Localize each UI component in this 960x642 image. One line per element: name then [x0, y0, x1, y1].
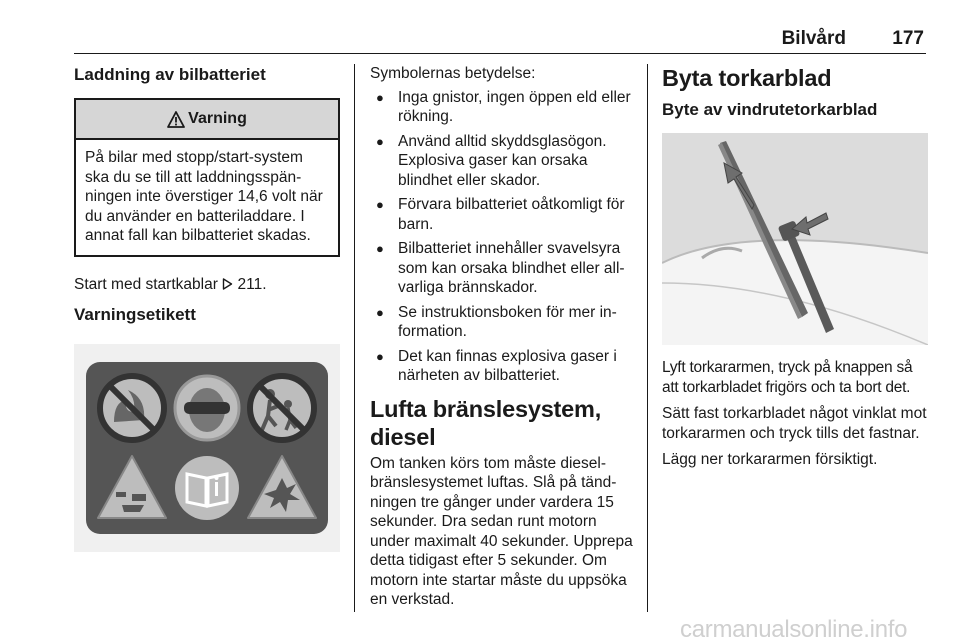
wiper-step-1: Lyft torkararmen, tryck på knappen så att torkarbladet frigörs och ta bort det.	[662, 359, 913, 396]
keep-children-away-icon	[250, 376, 314, 440]
list-item: ● Inga gnistor, ingen öppen eld eller rökning.	[370, 88, 636, 127]
symbols-intro: Symbolernas betydelse:	[370, 65, 536, 82]
warning-body: På bilar med stopp/start-system ska du se till att laddningsspänningen inte överstiger 14,6 volt när du använder en batteriladdare. I annat fall kan bilbatteriet skadas.	[85, 149, 323, 244]
eye-protection-icon	[175, 376, 239, 440]
warning-triangle-icon	[167, 111, 185, 128]
wiper-step-3: Lägg ner torkararmen försiktigt.	[662, 451, 878, 468]
warning-box	[74, 98, 340, 257]
column-middle	[370, 64, 636, 610]
wiper-blade-heading: Byta torkarblad	[662, 65, 832, 91]
jump-start-page: 211.	[237, 275, 267, 293]
warning-title	[76, 100, 338, 140]
list-item: ● Förvara bilbatteriet oåtkomligt för barn.	[370, 195, 636, 234]
list-item: ● Använd alltid skyddsglasögon. Explosiva gaser kan orsaka blindhet eller skador.	[370, 132, 636, 191]
list-item: ● Bilbatteriet innehåller svavelsyra som kan orsaka blindhet eller allvarliga brännskador.	[370, 239, 636, 298]
reference-triangle-icon	[222, 278, 233, 290]
column-left	[74, 64, 340, 552]
diesel-bleed-heading: Lufta bränslesystem, diesel	[370, 395, 602, 450]
list-item: ● Det kan finnas explosiva gaser i närheten av bilbatteriet.	[370, 347, 636, 386]
column-divider	[647, 64, 648, 612]
no-fire-smoking-icon	[100, 376, 164, 440]
wiper-step-2: Sätt fast torkarbladet något vinklat mot torkararmen och tryck tills det fastnar.	[662, 405, 927, 442]
warning-title-text: Varning	[188, 110, 247, 127]
read-manual-icon	[175, 456, 239, 520]
warning-label-heading: Varningsetikett	[74, 305, 196, 324]
section-title: Bilvård	[781, 28, 846, 49]
jump-start-text: Start med startkablar	[74, 275, 218, 293]
page-number: 177	[892, 28, 924, 49]
watermark: carmanualsonline.info	[680, 616, 908, 642]
diesel-bleed-body: Om tanken körs tom måste dieselbränslesystemet luftas. Slå på tändningen tre gånger under vardera 15 sekunder. Dra sedan runt motorn under maximalt 40 sekunder. Upprepa detta tidigast efter 5 sekunder. Om motorn inte startar måste du uppsöka en verkstad.	[370, 454, 633, 608]
list-item: ● Se instruktionsboken för mer information.	[370, 303, 636, 342]
battery-charging-heading: Laddning av bilbatteriet	[74, 65, 266, 84]
battery-warning-label-image	[74, 344, 340, 552]
wiper-blade-subheading: Byte av vindrutetorkarblad	[662, 100, 878, 119]
column-divider	[354, 64, 355, 612]
column-right	[662, 64, 928, 470]
page-header	[74, 26, 926, 54]
wiper-replacement-illustration	[662, 133, 928, 345]
jump-start-reference	[74, 275, 340, 295]
symbol-meanings-list	[370, 88, 636, 386]
